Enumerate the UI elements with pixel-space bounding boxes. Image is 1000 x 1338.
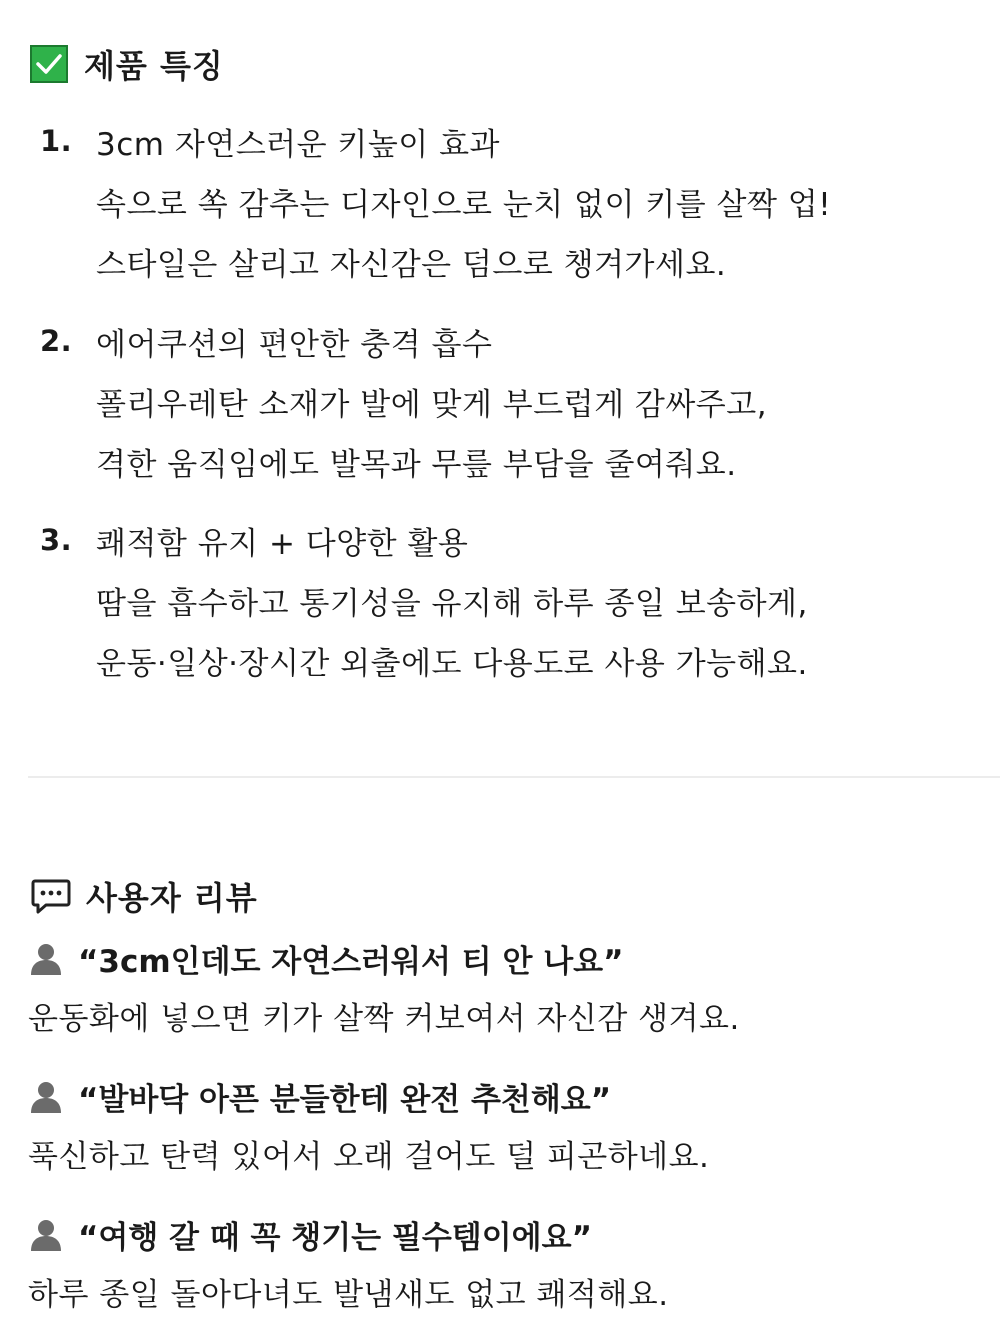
feature-description: 운동·일상·장시간 외출에도 다용도로 사용 가능해요. xyxy=(96,645,808,682)
review-body: 푹신하고 탄력 있어서 오래 걸어도 덜 피곤하네요. xyxy=(28,1138,710,1175)
review-item xyxy=(28,930,988,1044)
features-title: 제품 특징 xyxy=(84,47,224,85)
review-body: 하루 종일 돌아다녀도 발냄새도 없고 쾌적해요. xyxy=(28,1276,669,1313)
person-icon xyxy=(28,940,64,976)
speech-bubble-icon xyxy=(30,875,72,917)
feature-item xyxy=(40,111,980,291)
person-icon xyxy=(28,1078,64,1114)
review-title: “3cm인데도 자연스러워서 티 안 나요” xyxy=(78,943,624,980)
feature-description: 땀을 흡수하고 통기성을 유지해 하루 종일 보송하게, xyxy=(96,585,808,622)
feature-number: 3. xyxy=(40,523,73,557)
review-body: 운동화에 넣으면 키가 살짝 커보여서 자신감 생겨요. xyxy=(28,1000,740,1037)
reviews-header xyxy=(30,872,258,920)
feature-number: 1. xyxy=(40,124,73,158)
feature-title: 쾌적함 유지 + 다양한 활용 xyxy=(96,525,469,562)
feature-item xyxy=(40,311,980,491)
features-header xyxy=(30,40,224,88)
feature-title: 에어쿠션의 편안한 충격 흡수 xyxy=(96,326,493,363)
reviews-title: 사용자 리뷰 xyxy=(86,879,258,917)
feature-description: 속으로 쏙 감추는 디자인으로 눈치 없이 키를 살짝 업! xyxy=(96,186,832,223)
feature-description: 격한 움직임에도 발목과 무릎 부담을 줄여줘요. xyxy=(96,446,737,483)
review-item xyxy=(28,1068,988,1182)
feature-description: 스타일은 살리고 자신감은 덤으로 챙겨가세요. xyxy=(96,246,727,283)
person-icon xyxy=(28,1216,64,1252)
feature-title: 3cm 자연스러운 키높이 효과 xyxy=(96,126,500,163)
review-item xyxy=(28,1206,988,1320)
check-icon xyxy=(30,45,68,83)
feature-item xyxy=(40,510,980,690)
feature-description: 폴리우레탄 소재가 발에 맞게 부드럽게 감싸주고, xyxy=(96,386,768,423)
feature-number: 2. xyxy=(40,324,73,358)
review-title: “여행 갈 때 꼭 챙기는 필수템이에요” xyxy=(78,1219,592,1256)
review-title: “발바닥 아픈 분들한테 완전 추천해요” xyxy=(78,1081,612,1118)
section-divider xyxy=(28,776,1000,778)
